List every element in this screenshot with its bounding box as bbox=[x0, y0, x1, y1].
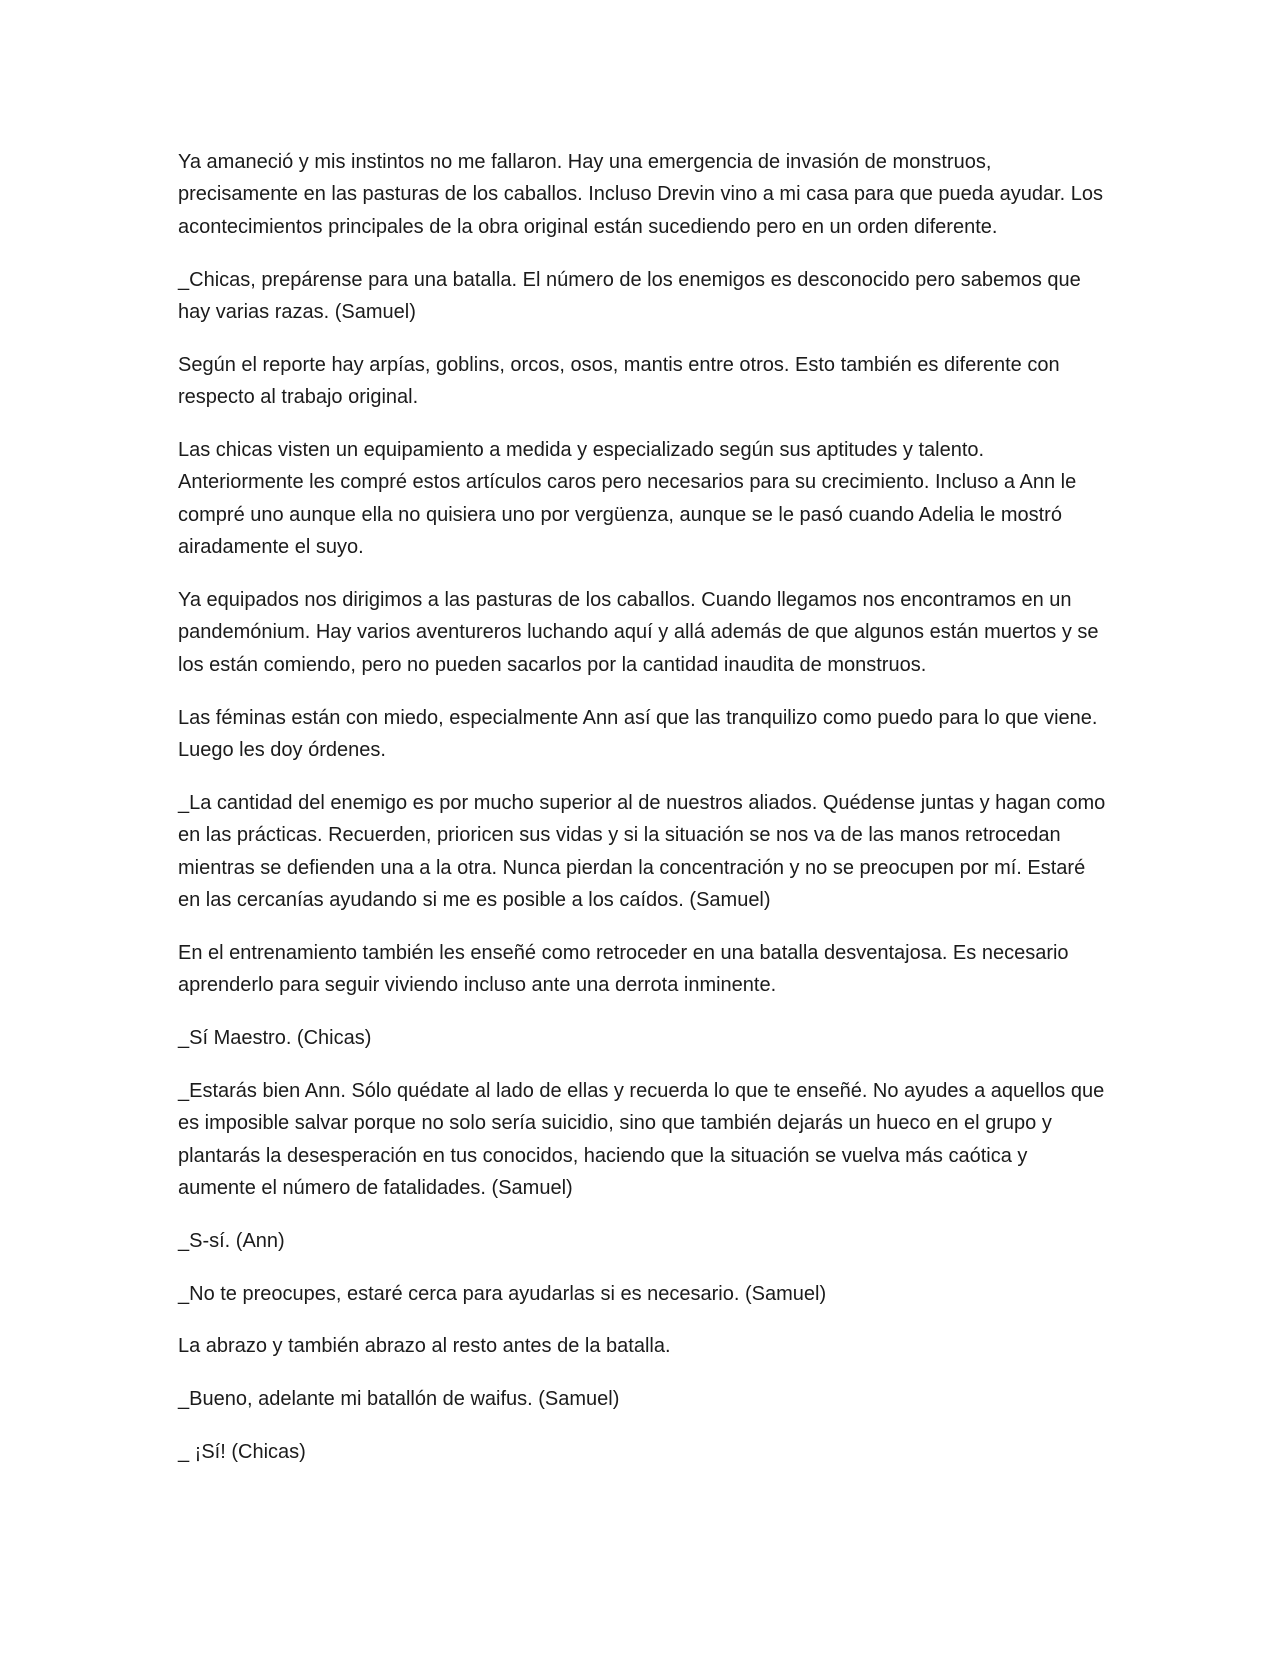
paragraph-12: _No te preocupes, estaré cerca para ayudarlas si es necesario. (Samuel) bbox=[178, 1282, 827, 1305]
paragraph-13: La abrazo y también abrazo al resto antes de la batalla. bbox=[178, 1335, 671, 1358]
paragraph-3: Según el reporte hay arpías, goblins, orcos, osos, mantis entre otros. Esto también es diferente con respecto al trabajo original. bbox=[178, 353, 1060, 409]
paragraph-1: Ya amaneció y mis instintos no me fallaron. Hay una emergencia de invasión de monstruos, precisamente en las pasturas de los caballos. Incluso Drevin vino a mi casa para que pueda ayudar. Los acontecimientos principales de la obra original están sucediendo pero en un orden diferente. bbox=[178, 151, 1103, 238]
paragraph-10: _Estarás bien Ann. Sólo quédate al lado de ellas y recuerda lo que te enseñé. No ayudes a aquellos que es imposible salvar porque no solo sería suicidio, sino que también dejarás un hueco en el grupo y plantarás la desesperación en tus conocidos, haciendo que la situación se vuelva más caótica y aumente el número de fatalidades. (Samuel) bbox=[178, 1079, 1105, 1200]
paragraph-9: _Sí Maestro. (Chicas) bbox=[178, 1027, 372, 1050]
paragraph-4: Las chicas visten un equipamiento a medida y especializado según sus aptitudes y talento. Anteriormente les compré estos artículos caros pero necesarios para su crecimiento. Incluso a Ann le compré uno aunque ella no quisiera uno por vergüenza, aunque se le pasó cuando Adelia le mostró airadamente el suyo. bbox=[178, 439, 1077, 559]
paragraph-7: _La cantidad del enemigo es por mucho superior al de nuestros aliados. Quédense juntas y hagan como en las prácticas. Recuerden, prioricen sus vidas y si la situación se nos va de las manos retrocedan mientras se defienden una a la otra. Nunca pierdan la concentración y no se preocupen por mí. Estaré en las cercanías ayudando si me es posible a los caídos. (Samuel) bbox=[178, 791, 1106, 912]
document-body bbox=[178, 146, 1108, 1489]
paragraph-2: _Chicas, prepárense para una batalla. El número de los enemigos es desconocido pero sabemos que hay varias razas. (Samuel) bbox=[178, 268, 1081, 324]
paragraph-15: _ ¡Sí! (Chicas) bbox=[178, 1441, 306, 1464]
paragraph-6: Las féminas están con miedo, especialmente Ann así que las tranquilizo como puedo para lo que viene. Luego les doy órdenes. bbox=[178, 706, 1098, 762]
paragraph-14: _Bueno, adelante mi batallón de waifus. (Samuel) bbox=[178, 1388, 620, 1411]
paragraph-8: En el entrenamiento también les enseñé como retroceder en una batalla desventajosa. Es necesario aprenderlo para seguir viviendo incluso ante una derrota inminente. bbox=[178, 941, 1069, 997]
paragraph-11: _S-sí. (Ann) bbox=[178, 1229, 285, 1252]
paragraph-5: Ya equipados nos dirigimos a las pasturas de los caballos. Cuando llegamos nos encontramos en un pandemónium. Hay varios aventureros luchando aquí y allá además de que algunos están muertos y se los están comiendo, pero no pueden sacarlos por la cantidad inaudita de monstruos. bbox=[178, 589, 1099, 676]
